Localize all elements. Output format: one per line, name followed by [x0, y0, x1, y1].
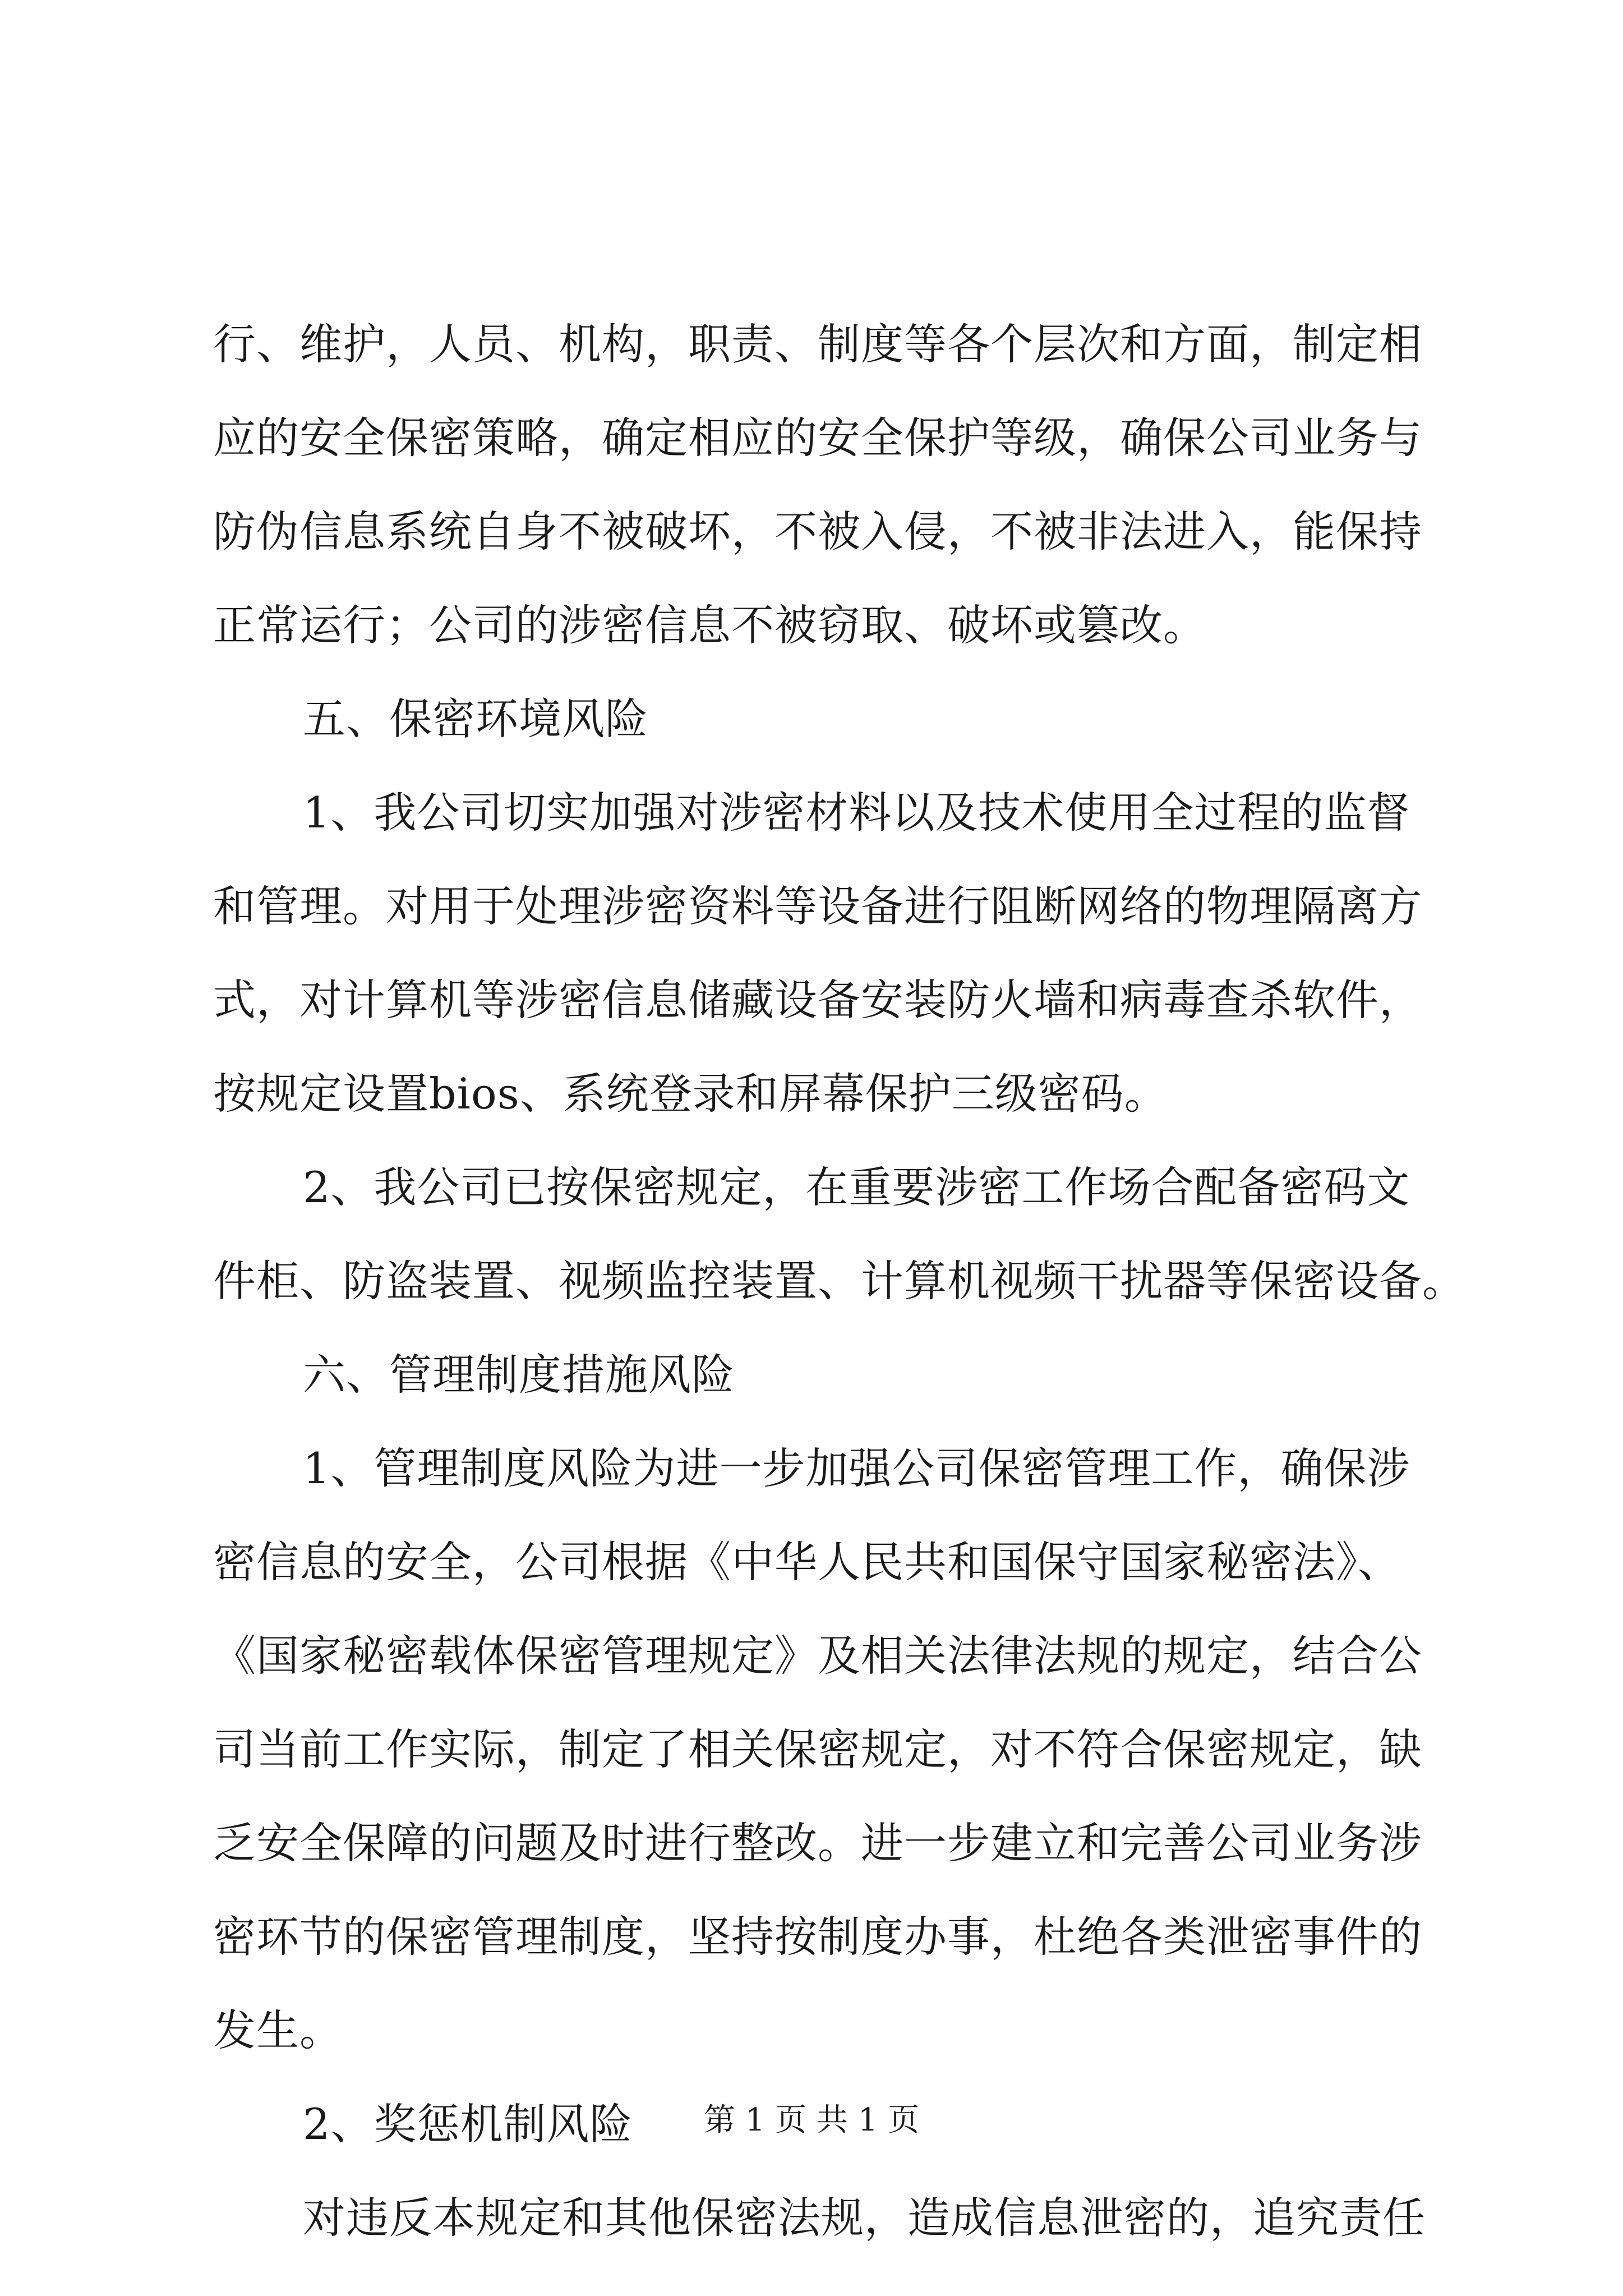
page-footer: 第 1 页 共 1 页 — [703, 2102, 920, 2138]
document-body — [213, 297, 1465, 2265]
text-line: 五、保密环境风险 — [303, 694, 648, 744]
text-line: 应的安全保密策略，确定相应的安全保护等级，确保公司业务与 — [213, 413, 1422, 463]
text-line: 乏安全保障的问题及时进行整改。进一步建立和完善公司业务涉 — [213, 1818, 1422, 1868]
text-line: 按规定设置bios、系统登录和屏幕保护三级密码。 — [213, 1069, 1168, 1119]
text-line: 正常运行；公司的涉密信息不被窃取、破坏或篡改。 — [213, 600, 1206, 650]
text-line: 《国家秘密载体保密管理规定》及相关法律法规的规定，结合公 — [213, 1631, 1422, 1681]
text-line: 对违反本规定和其他保密法规，造成信息泄密的，追究责任 — [303, 2193, 1426, 2243]
text-line: 件柜、防盗装置、视频监控装置、计算机视频干扰器等保密设备。 — [213, 1256, 1465, 1306]
text-line: 1、管理制度风险为进一步加强公司保密管理工作，确保涉 — [303, 1443, 1410, 1493]
text-line: 和管理。对用于处理涉密资料等设备进行阻断网络的物理隔离方 — [213, 881, 1422, 931]
text-line: 行、维护，人员、机构，职责、制度等各个层次和方面，制定相 — [213, 319, 1422, 369]
text-line: 六、管理制度措施风险 — [303, 1350, 735, 1400]
text-line: 式，对计算机等涉密信息储藏设备安装防火墙和病毒查杀软件， — [213, 975, 1422, 1025]
text-line: 密环节的保密管理制度，坚持按制度办事，杜绝各类泄密事件的 — [213, 1912, 1422, 1962]
text-line: 发生。 — [213, 2005, 343, 2055]
text-line: 2、奖惩机制风险 — [303, 2099, 633, 2149]
text-line: 1、我公司切实加强对涉密材料以及技术使用全过程的监督 — [303, 788, 1410, 838]
text-line: 2、我公司已按保密规定，在重要涉密工作场合配备密码文 — [303, 1162, 1410, 1212]
text-line: 防伪信息系统自身不被破坏，不被入侵，不被非法进入，能保持 — [213, 507, 1422, 556]
text-line: 司当前工作实际，制定了相关保密规定，对不符合保密规定，缺 — [213, 1724, 1422, 1774]
text-line: 密信息的安全，公司根据《中华人民共和国保守国家秘密法》、 — [213, 1537, 1401, 1587]
